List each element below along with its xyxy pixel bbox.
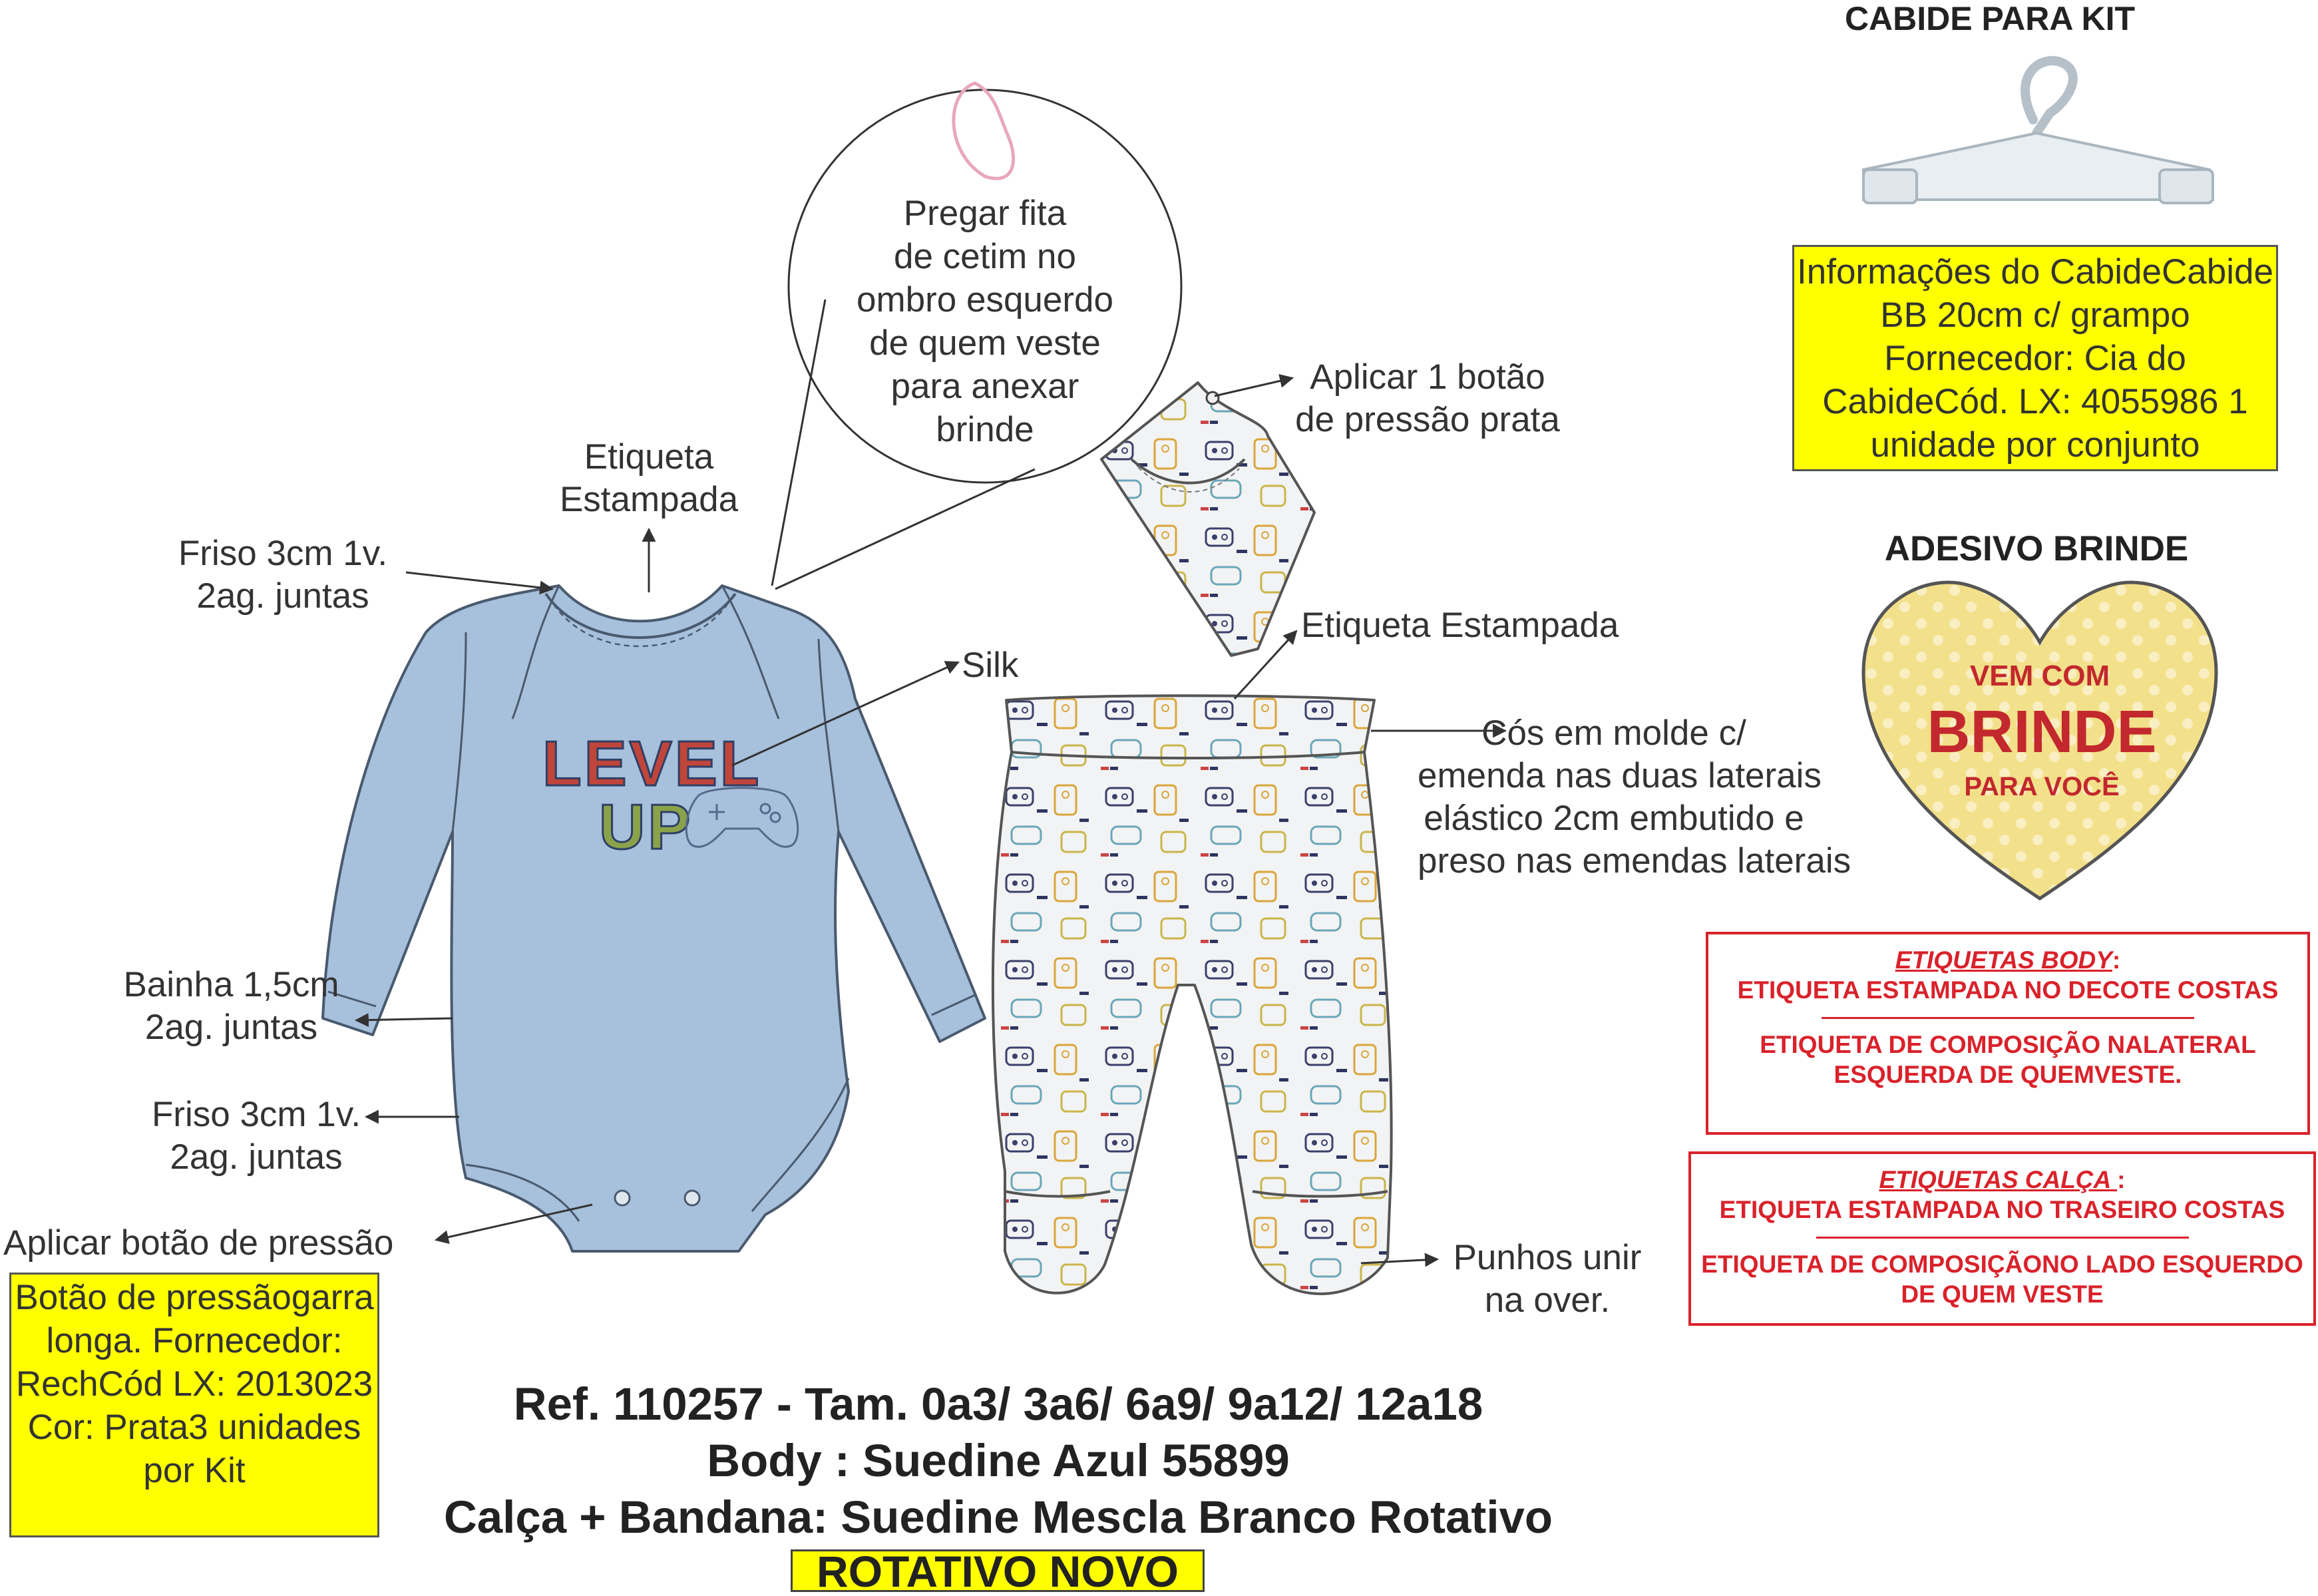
cabide-title: CABIDE PARA KIT	[1844, 0, 2136, 37]
etiquetas-calca-box: ETIQUETAS CALÇA : ETIQUETA ESTAMPADA NO TRASEIRO COSTAS ETIQUETA DE COMPOSIÇÃONO LADO ESQUERDO DE QUEM VESTE	[1688, 1151, 2316, 1326]
label-friso-top: Friso 3cm 1v. 2ag. juntas	[178, 534, 388, 616]
heart-line1: VEM COM	[1969, 660, 2110, 692]
hanger-drawing	[1863, 61, 2213, 203]
etiquetas-calca-line1: ETIQUETA ESTAMPADA NO TRASEIRO COSTAS	[1719, 1196, 2285, 1223]
reference-line1: Ref. 110257 - Tam. 0a3/ 3a6/ 6a9/ 9a12/ 12a18	[513, 1378, 1483, 1430]
label-friso-bottom: Friso 3cm 1v. 2ag. juntas	[151, 1095, 361, 1177]
reference-line2: Body : Suedine Azul 55899	[707, 1435, 1290, 1486]
pants-shape	[993, 696, 1392, 1294]
label-etiqueta-calca: Etiqueta Estampada	[1301, 606, 1619, 645]
label-punhos: Punhos unir na over.	[1453, 1238, 1642, 1320]
bandana-snap	[1207, 392, 1219, 404]
etiquetas-body-title: ETIQUETAS BODY	[1895, 946, 2112, 974]
rotativo-novo-badge: ROTATIVO NOVO	[791, 1549, 1205, 1592]
label-silk: Silk	[962, 646, 1019, 685]
label-botao-prata: Aplicar 1 botão de pressão prata	[1295, 357, 1560, 439]
label-cos: Cós em molde c/ emenda nas duas laterais elástico 2cm embutido e preso nas emendas laterais	[1418, 713, 1851, 881]
body-print-up: UP	[599, 791, 693, 863]
body-print-level: LEVEL	[542, 728, 762, 799]
label-botao-pressao: Aplicar botão de pressão	[3, 1223, 394, 1263]
cabide-info-box: Informações do CabideCabide BB 20cm c/ grampo Fornecedor: Cia do CabideCód. LX: 4055986 1 unidade por conjunto	[1792, 245, 2278, 471]
heart-line2: BRINDE	[1927, 699, 2157, 765]
label-etiqueta-body: Etiqueta Estampada	[559, 437, 739, 519]
etiquetas-body-line1: ETIQUETA ESTAMPADA NO DECOTE COSTAS	[1737, 976, 2279, 1004]
bodysuit-drawing	[323, 586, 985, 1251]
botao-info-box: Botão de pressãogarra longa. Fornecedor: RechCód LX: 2013023 Cor: Prata3 unidades por Kit	[9, 1273, 379, 1537]
snap-right	[685, 1191, 699, 1205]
heart-line3: PARA VOCÊ	[1964, 772, 2120, 801]
label-fita-cetim: Pregar fita de cetim no ombro esquerdo de quem veste para anexar brinde	[857, 194, 1113, 449]
label-bainha: Bainha 1,5cm 2ag. juntas	[123, 965, 339, 1047]
etiquetas-calca-title: ETIQUETAS CALÇA	[1879, 1166, 2118, 1193]
etiquetas-body-line2: ETIQUETA DE COMPOSIÇÃO NALATERAL ESQUERDA DE QUEMVESTE.	[1760, 1031, 2256, 1088]
snap-left	[615, 1191, 630, 1205]
adesivo-title: ADESIVO BRINDE	[1884, 529, 2189, 568]
etiquetas-calca-line2: ETIQUETA DE COMPOSIÇÃONO LADO ESQUERDO DE QUEM VESTE	[1701, 1251, 2303, 1308]
etiquetas-body-box: ETIQUETAS BODY: ETIQUETA ESTAMPADA NO DECOTE COSTAS ETIQUETA DE COMPOSIÇÃO NALATERAL ESQUERDA DE QUEMVESTE.	[1706, 932, 2310, 1135]
reference-line3: Calça + Bandana: Suedine Mescla Branco Rotativo	[443, 1492, 1553, 1543]
bodysuit-shape	[323, 586, 985, 1251]
pants-drawing	[993, 696, 1392, 1294]
